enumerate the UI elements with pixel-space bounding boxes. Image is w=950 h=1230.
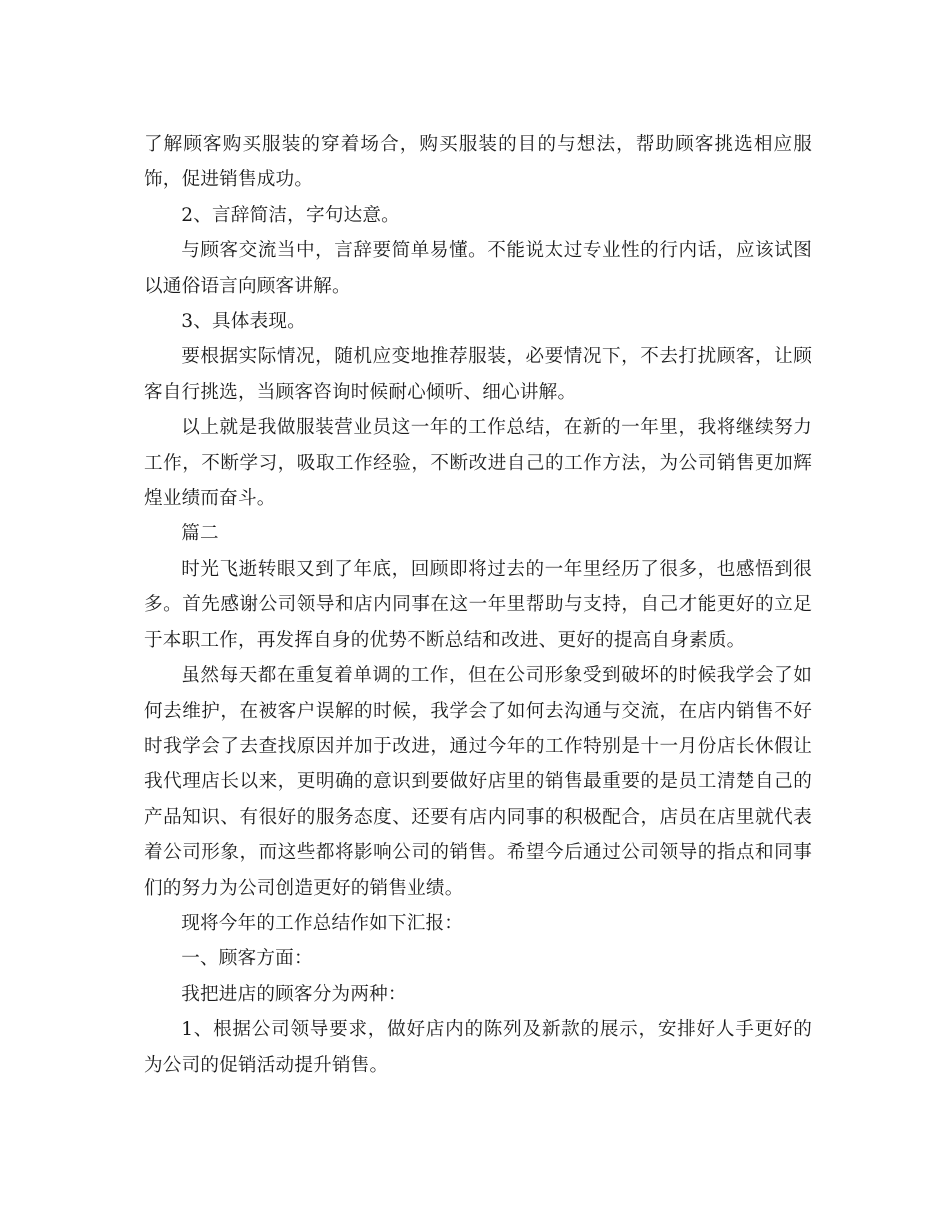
paragraph: 时光飞逝转眼又到了年底，回顾即将过去的一年里经历了很多，也感悟到很多。首先感谢公司领导和店内同事在这一年里帮助与支持，自己才能更好的立足于本职工作，再发挥自身的优势不断总结和改进、更好的提高自身素质。 [144,558,812,651]
paragraph: 我把进店的顾客分为两种： [181,983,407,1005]
paragraph-continuation: 了解顾客购买服装的穿着场合，购买服装的目的与想法，帮助顾客挑选相应服饰，促进销售成功。 [144,134,812,191]
subheading: 一、顾客方面： [181,948,313,970]
heading-point-3: 3、具体表现。 [181,311,306,333]
paragraph: 要根据实际情况，随机应变地推荐服装，必要情况下，不去打扰顾客，让顾客自行挑选，当顾客咨询时候耐心倾听、细心讲解。 [144,346,812,403]
list-item: 1、根据公司领导要求，做好店内的陈列及新款的展示，安排好人手更好的为公司的促销活动提升销售。 [144,1019,812,1076]
section-title: 篇二 [181,523,219,545]
paragraph-summary: 以上就是我做服装营业员这一年的工作总结，在新的一年里，我将继续努力工作，不断学习，吸取工作经验，不断改进自己的工作方法，为公司销售更加辉煌业绩而奋斗。 [144,417,812,510]
paragraph: 与顾客交流当中，言辞要简单易懂。不能说太过专业性的行内话，应该试图以通俗语言向顾客讲解。 [144,240,812,297]
paragraph: 现将今年的工作总结作如下汇报： [181,912,464,934]
heading-point-2: 2、言辞简洁，字句达意。 [181,204,400,226]
document-body [144,127,812,1083]
paragraph: 虽然每天都在重复着单调的工作，但在公司形象受到破坏的时候我学会了如何去维护，在被客户误解的时候，我学会了如何去沟通与交流，在店内销售不好时我学会了去查找原因并加于改进，通过今年的工作特别是十一月份店长休假让我代理店长以来，更明确的意识到要做好店里的销售最重要的是员工清楚自己的产品知识、有很好的服务态度、还要有店内同事的积极配合，店员在店里就代表着公司形象，而这些都将影响公司的销售。希望今后通过公司领导的指点和同事们的努力为公司创造更好的销售业绩。 [144,665,812,899]
